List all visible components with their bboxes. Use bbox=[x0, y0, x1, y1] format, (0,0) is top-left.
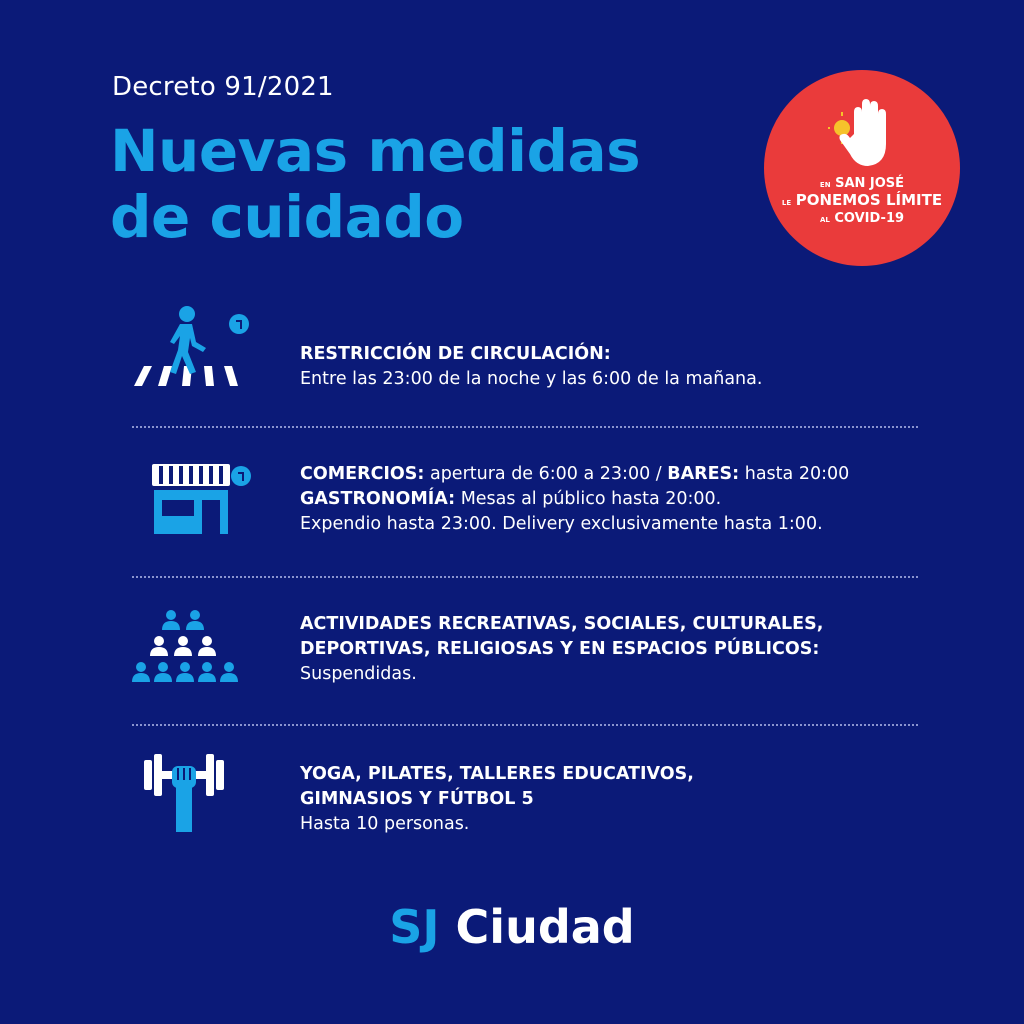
item-activities-text bbox=[300, 612, 823, 687]
badge-small-3: AL bbox=[819, 216, 830, 224]
divider bbox=[132, 724, 918, 726]
activities-status: Suspendidas. bbox=[300, 664, 417, 684]
sports-heading-1: YOGA, PILATES, TALLERES EDUCATIVOS, bbox=[300, 764, 694, 784]
item-commerce-text bbox=[300, 462, 849, 537]
brand-logo bbox=[0, 900, 1024, 954]
sports-limit: Hasta 10 personas. bbox=[300, 814, 470, 834]
gastronomy-heading: GASTRONOMÍA: bbox=[300, 489, 456, 509]
item-circulation-detail: Entre las 23:00 de la noche y las 6:00 de la mañana. bbox=[300, 369, 763, 389]
badge-small-1: EN bbox=[819, 181, 831, 189]
sports-heading-2: GIMNASIOS Y FÚTBOL 5 bbox=[300, 789, 534, 809]
item-circulation-text bbox=[300, 342, 762, 392]
bars-hours: hasta 20:00 bbox=[739, 464, 850, 484]
stop-hand-icon bbox=[828, 98, 896, 170]
pedestrian-crossing-icon bbox=[130, 302, 260, 392]
badge-line-3: COVID-19 bbox=[834, 211, 905, 226]
item-circulation-heading: RESTRICCIÓN DE CIRCULACIÓN: bbox=[300, 344, 611, 364]
decree-label: Decreto 91/2021 bbox=[112, 72, 334, 102]
covid-badge bbox=[764, 70, 960, 266]
activities-heading-2: DEPORTIVAS, RELIGIOSAS Y EN ESPACIOS PÚBLICOS: bbox=[300, 639, 820, 659]
badge-text bbox=[764, 176, 960, 228]
title-line-1: Nuevas medidas bbox=[110, 117, 641, 185]
gastronomy-hours: Mesas al público hasta 20:00. bbox=[455, 489, 722, 509]
divider bbox=[132, 426, 918, 428]
bars-heading: BARES: bbox=[667, 464, 740, 484]
commerce-hours: apertura de 6:00 a 23:00 / bbox=[424, 464, 668, 484]
page-title bbox=[110, 118, 640, 250]
delivery-detail: Expendio hasta 23:00. Delivery exclusivamente hasta 1:00. bbox=[300, 514, 823, 534]
title-line-2: de cuidado bbox=[110, 183, 464, 251]
badge-small-2: LE bbox=[781, 199, 792, 207]
activities-heading-1: ACTIVIDADES RECREATIVAS, SOCIALES, CULTURALES, bbox=[300, 614, 824, 634]
badge-line-2: PONEMOS LÍMITE bbox=[795, 191, 943, 209]
badge-line-1: SAN JOSÉ bbox=[835, 176, 905, 191]
brand-sj: SJ bbox=[389, 900, 440, 954]
brand-city: Ciudad bbox=[455, 900, 635, 954]
dumbbell-icon bbox=[140, 750, 230, 834]
commerce-heading: COMERCIOS: bbox=[300, 464, 425, 484]
item-sports-text bbox=[300, 762, 694, 837]
divider bbox=[132, 576, 918, 578]
crowd-icon bbox=[130, 610, 242, 686]
storefront-icon bbox=[150, 462, 260, 536]
